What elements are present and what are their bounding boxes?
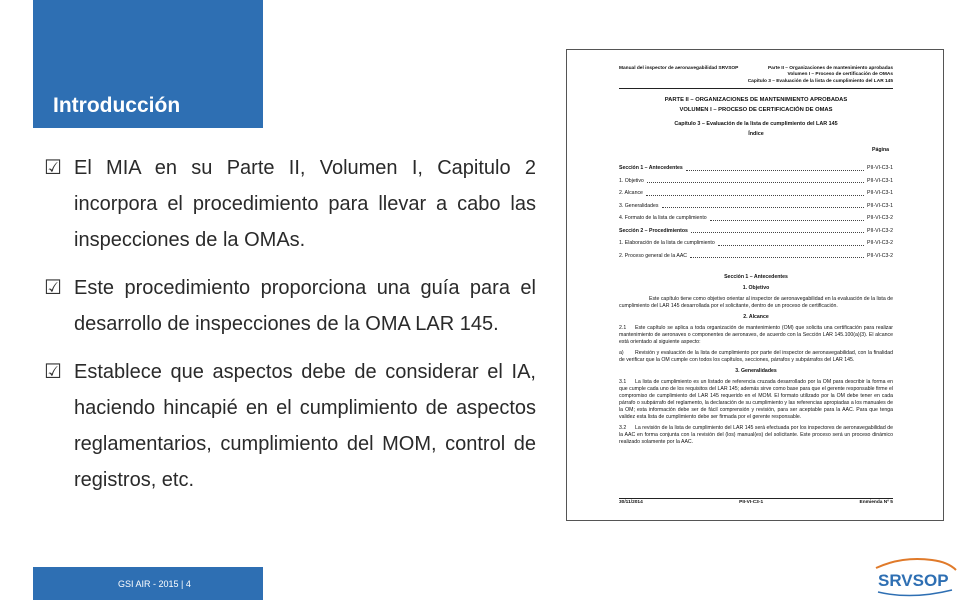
doc-toc-row <box>619 160 893 173</box>
doc-toc-page: PII-VI-C3-1 <box>867 165 893 172</box>
doc-header-right <box>748 66 893 85</box>
doc-paragraph: Este capítulo tiene como objetivo orientar al inspector de aeronavegabilidad en la evaluación de la lista de cumplimiento del LAR 145 desarrollada por el solicitante, dentro de un proceso de certificación. <box>619 295 893 309</box>
logo-swoosh-icon <box>876 559 956 570</box>
checkbox-icon: ☑ <box>44 275 62 299</box>
doc-subtitle-objetivo: 1. Objetivo <box>742 284 770 291</box>
doc-toc-page: PII-VI-C3-2 <box>867 215 893 222</box>
doc-toc-page: PII-VI-C3-2 <box>867 252 893 259</box>
doc-toc-page: PII-VI-C3-2 <box>867 240 893 247</box>
doc-toc-leader <box>710 220 864 221</box>
doc-toc-label: Sección 2 – Procedimientos <box>619 227 688 234</box>
slide-title: Introducción <box>53 94 181 117</box>
doc-toc-label: 4. Formato de la lista de cumplimiento <box>619 215 707 222</box>
doc-header-right-line: Capítulo 3 – Evaluación de la lista de cumplimiento del LAR 145 <box>747 78 893 84</box>
doc-subtitle-generalidades: 3. Generalidades <box>735 367 777 374</box>
doc-header-right-line: Volumen I – Proceso de certificación de OMAs <box>787 72 893 78</box>
doc-toc-leader <box>691 232 864 233</box>
doc-toc-row <box>619 235 893 248</box>
doc-paragraph-text: La revisión de la lista de cumplimiento del LAR 145 será efectuada por los inspectores de aeronavegabilidad de la AAC en forma conjunta con la revisión del (los) manual(es) del solicitante. Este proceso será un proceso dinámico realizado solamente por la AAC. <box>619 424 893 445</box>
doc-footer-page: PII-VI-C3-1 <box>739 499 764 505</box>
doc-toc-page: PII-VI-C3-2 <box>867 227 893 234</box>
bullet-text: Establece que aspectos debe de considerar el IA, haciendo hincapié en el cumplimiento de aspectos reglamentarios, cumplimiento del MOM, control de registros, etc. <box>74 361 536 491</box>
doc-toc-leader <box>690 257 864 258</box>
doc-toc-leader <box>647 182 864 183</box>
bullet-list <box>44 150 536 510</box>
doc-footer-amendment: Enmienda Nº 5 <box>859 499 893 505</box>
doc-toc-leader <box>718 245 864 246</box>
doc-paragraph-number: a) <box>619 349 624 356</box>
title-block <box>33 0 263 128</box>
doc-toc-label: 2. Alcance <box>619 190 643 197</box>
doc-toc-leader <box>686 170 864 171</box>
logo-swoosh-icon <box>878 590 952 596</box>
doc-paragraph <box>619 325 893 346</box>
doc-page-label: Página <box>871 146 889 153</box>
doc-toc-leader <box>662 207 865 208</box>
doc-subtitle-alcance: 2. Alcance <box>743 313 769 320</box>
doc-toc-page: PII-VI-C3-1 <box>867 190 893 197</box>
srvsop-logo <box>872 556 958 600</box>
doc-paragraph-text: Este capítulo se aplica a toda organización de mantenimiento (OM) que solicita una certificación para realizar mantenimiento de aeronaves o componentes de aeronaves, de acuerdo con la Sección LAR 145.100(a)(3). El alcance está orientado al siguiente aspecto: <box>619 324 893 345</box>
doc-paragraph-text: La lista de cumplimiento es un listado de referencia cruzada desarrollado por la OM para describir la forma en que cumple cada uno de los requisitos del LAR 145; además sirve como base para que el gerente responsable firme el compromiso de cumplimiento del LAR 145 requerido en el MOM. El formato utilizado por la OM debe tener en cada párrafo o subpárrafo del reglamento, la declaración de su cumplimiento y las referencias apropiadas a los manuales de la OM; esta información debe ser de fácil comprensión y revisión, para ser aceptable para la AAC. Para que tenga validez esta lista de cumplimiento debe ser firmada por el gerente responsable. <box>619 378 893 420</box>
doc-header-left: Manual del inspector de aeronavegabilidad SRVSOP <box>619 66 739 71</box>
doc-paragraph <box>619 425 893 446</box>
doc-toc-label: 1. Objetivo <box>619 177 644 184</box>
doc-toc-row <box>619 172 893 185</box>
doc-paragraph-number: 3.1 <box>619 378 627 385</box>
doc-toc <box>619 160 893 260</box>
doc-toc-page: PII-VI-C3-1 <box>867 177 893 184</box>
doc-toc-label: 1. Elaboración de la lista de cumplimiento <box>619 240 715 247</box>
doc-title-part: PARTE II – ORGANIZACIONES DE MANTENIMIENTO APROBADAS <box>664 97 848 104</box>
doc-index-heading: Índice <box>748 131 764 138</box>
doc-toc-row <box>619 210 893 223</box>
doc-toc-page: PII-VI-C3-1 <box>867 202 893 209</box>
bullet-item <box>44 354 536 498</box>
doc-header-right-line: Parte II – Organizaciones de mantenimiento aprobadas <box>767 66 893 71</box>
doc-toc-label: Sección 1 – Antecedentes <box>619 165 683 172</box>
doc-paragraph-number: 3.2 <box>619 424 627 431</box>
doc-toc-row <box>619 222 893 235</box>
doc-title-volume: VOLUMEN I – PROCESO DE CERTIFICACIÓN DE OMAS <box>679 107 833 114</box>
checkbox-icon: ☑ <box>44 359 62 383</box>
doc-paragraph-text: Revisión y evaluación de la lista de cumplimiento por parte del inspector de aeronavegabilidad, con la finalidad de verificar que la OM cumple con todos los capítulos, secciones, párrafos y subpárrafos del LAR 145. <box>619 349 893 363</box>
doc-toc-label: 2. Proceso general de la AAC <box>619 252 688 259</box>
footer-text: GSI AIR - 2015 | 4 <box>118 579 191 589</box>
doc-header <box>619 66 893 85</box>
document-page-image <box>566 49 944 521</box>
checkbox-icon: ☑ <box>44 155 62 179</box>
doc-header-rule <box>619 88 893 89</box>
doc-toc-row <box>619 247 893 260</box>
bullet-text: El MIA en su Parte II, Volumen I, Capitulo 2 incorpora el procedimiento para llevar a cabo las inspecciones de la OMAs. <box>74 157 536 251</box>
doc-paragraph <box>619 350 893 364</box>
doc-toc-leader <box>646 195 864 196</box>
doc-paragraph <box>619 379 893 421</box>
doc-footer-date: 30/11/2014 <box>619 499 643 505</box>
logo-wordmark: SRVSOP <box>878 571 949 590</box>
doc-footer <box>619 500 893 506</box>
bullet-text: Este procedimiento proporciona una guía para el desarrollo de inspecciones de la OMA LAR 145. <box>74 277 536 335</box>
doc-toc-label: 3. Generalidades <box>619 202 659 209</box>
doc-section-title: Sección 1 – Antecedentes <box>724 273 788 280</box>
doc-paragraph-number: 2.1 <box>619 324 627 331</box>
doc-toc-row <box>619 185 893 198</box>
bullet-item <box>44 270 536 342</box>
doc-toc-row <box>619 197 893 210</box>
doc-title-chapter: Capítulo 3 – Evaluación de la lista de cumplimiento del LAR 145 <box>674 121 838 128</box>
bullet-item <box>44 150 536 258</box>
footer-bar <box>33 567 263 600</box>
